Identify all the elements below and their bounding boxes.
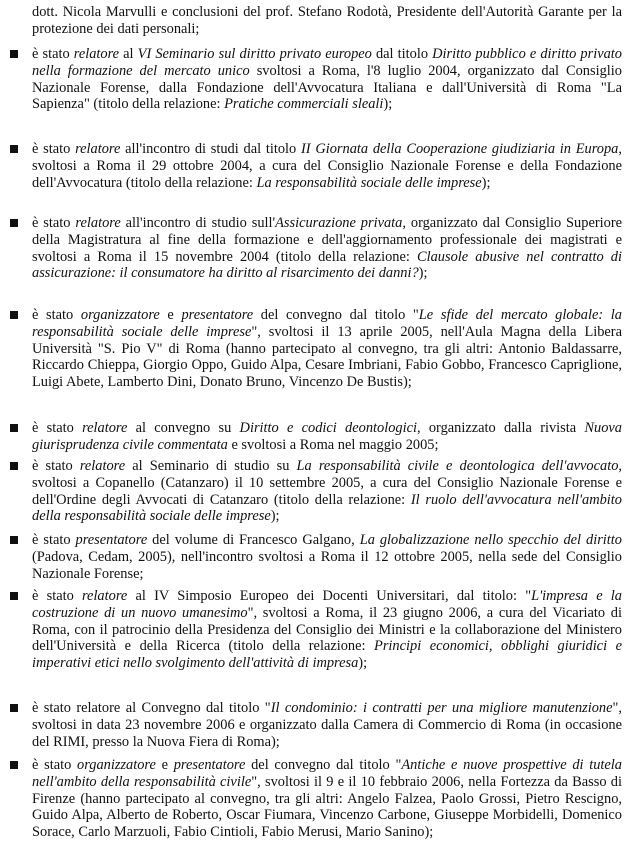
text-span: è stato relatore al Convegno dal titolo " bbox=[32, 700, 271, 716]
list-item-text bbox=[32, 458, 622, 524]
text-span: (Padova, Cedam, 2005), nell'incontro svoltosi a Roma il 12 ottobre 2005, nella sede del Consiglio Nazionale Forense; bbox=[32, 548, 622, 582]
bullet-icon bbox=[10, 704, 18, 712]
text-span: è stato bbox=[32, 458, 80, 474]
text-span: svoltosi a Roma, l'8 luglio 2004, organizzato dal Consiglio Nazionale Forense, dalla Fondazione dell'Avvocatura Italiana e dall'Università di Roma "La Sapienza" (titolo della relazione: bbox=[32, 62, 622, 113]
text-span: è stato bbox=[32, 588, 82, 604]
italic-text: Diritto e codici deontologici bbox=[239, 420, 417, 436]
italic-text: VI Seminario sul diritto privato europeo bbox=[137, 46, 372, 62]
bullet-icon bbox=[10, 462, 18, 470]
bullet-icon bbox=[10, 761, 18, 769]
list-item bbox=[32, 700, 622, 750]
italic-text: relatore bbox=[73, 46, 120, 62]
italic-text: La responsabilità civile e deontologica dell'avvocato bbox=[296, 458, 619, 474]
text-span: al Seminario di studio su bbox=[125, 458, 297, 474]
list-item-text bbox=[32, 307, 622, 390]
text-span: ", svoltosi il 13 aprile 2005, nell'Aula Magna della Libera Università "S. Pio V" di Roma (hanno partecipato al convegno, tra gli altri: Antonio Baldassarre, Riccardo Chieppa, Giorgio Oppo, Guido Alpa, Cesare Imbriani, Fabio Gobbo, Francesco Capriglione, Luigi Abete, Lamberto Dini, Donato Bruno, Vincenzo De Bustis); bbox=[32, 323, 622, 391]
italic-text: La globalizzazione nello specchio del diritto bbox=[359, 532, 623, 548]
list-item-text bbox=[32, 46, 622, 112]
text-span: al convegno su bbox=[127, 420, 240, 436]
list-item bbox=[32, 532, 622, 582]
text-span: ); bbox=[418, 265, 428, 282]
italic-text: relatore bbox=[82, 420, 128, 436]
bullet-icon bbox=[10, 424, 18, 432]
text-span: , svoltosi a Copanello (Catanzaro) il 10 settembre 2005, a cura del Consiglio Nazionale Forense e dell'Ordine degli Avvocati di Catanzaro (titolo della relazione: bbox=[32, 458, 622, 508]
italic-text: presentatore bbox=[75, 532, 148, 548]
text-span: è stato bbox=[32, 532, 76, 548]
list-item bbox=[32, 307, 622, 391]
list-item-text bbox=[32, 215, 622, 281]
bullet-icon bbox=[10, 592, 18, 600]
text-span: , organizzato dal Consiglio Superiore della Magistratura al fine della formazione e dell'aggiornamento professionale dei magistrati e svoltosi a Roma il 15 novembre 2004 (titolo della relazione: bbox=[32, 215, 623, 265]
italic-text: II Giornata della Cooperazione giudiziaria in Europa bbox=[300, 141, 619, 157]
text-span: è stato bbox=[32, 420, 83, 436]
text-span: ", svoltosi in data 23 novembre 2006 e organizzato dalla Camera di Commercio di Roma (in occasione del RIMI, presso la Nuova Fiera di Roma); bbox=[32, 700, 622, 750]
italic-text: L'impresa e la costruzione di un nuovo umanesimo bbox=[32, 588, 622, 621]
text-span: è stato bbox=[32, 141, 76, 157]
italic-text: Principi economici, obblighi giuridici e imperativi etici nello svolgimento dell'attività di impresa bbox=[32, 638, 622, 672]
text-span: ", svoltosi a Roma, il 23 giugno 2006, a cura del Vicariato di Roma, con il patrocinio della Presidenza del Consiglio dei Ministri e la collaborazione del Ministero dell'Università e della Ricerca (titolo della relazione: bbox=[32, 604, 622, 655]
bullet-icon bbox=[10, 50, 18, 58]
list-item-text bbox=[32, 532, 622, 582]
italic-text: relatore bbox=[75, 141, 121, 157]
italic-text: relatore bbox=[75, 215, 121, 231]
list-item bbox=[32, 215, 622, 282]
text-span: ); bbox=[358, 655, 368, 672]
text-span: ); bbox=[383, 96, 393, 113]
text-span: , organizzato dalla rivista bbox=[417, 420, 585, 436]
italic-text: Il ruolo dell'avvocatura nell'ambito della responsabilità sociale delle imprese bbox=[32, 491, 623, 525]
list-item bbox=[32, 458, 622, 525]
italic-text: Pratiche commerciali sleali bbox=[224, 96, 384, 113]
list-item-text bbox=[32, 757, 622, 840]
text-span: è stato bbox=[32, 215, 76, 231]
text-span: è stato bbox=[32, 46, 74, 62]
list-item-text bbox=[32, 420, 622, 453]
text-span: al bbox=[119, 46, 138, 62]
list-item-text bbox=[32, 141, 622, 191]
italic-text: organizzatore bbox=[80, 307, 160, 323]
italic-text: relatore bbox=[81, 588, 128, 604]
text-span: del volume di Francesco Galgano, bbox=[147, 532, 360, 548]
intro-paragraph: dott. Nicola Marvulli e conclusioni del prof. Stefano Rodotà, Presidente dell'Autorità Garante per la protezione dei dati personali; bbox=[32, 4, 622, 37]
text-span: è stato bbox=[32, 757, 77, 773]
bullet-icon bbox=[10, 145, 18, 153]
italic-text: Antiche e nuove prospettive di tutela nell'ambito della responsabilità civile bbox=[32, 757, 622, 790]
italic-text: Clausole abusive nel contratto di assicurazione: il consumatore ha diritto al risarcimento dei danni? bbox=[32, 248, 622, 282]
text-span: dal titolo bbox=[371, 46, 433, 62]
list-item-text bbox=[32, 700, 622, 750]
list-item-text bbox=[32, 588, 622, 671]
text-span: e bbox=[159, 307, 182, 323]
text-span: all'incontro di studio sull' bbox=[120, 215, 276, 231]
text-span: è stato bbox=[32, 307, 81, 323]
italic-text: relatore bbox=[79, 458, 126, 474]
text-span: e bbox=[155, 757, 174, 773]
italic-text: Assicurazione privata bbox=[275, 215, 403, 231]
italic-text: organizzatore bbox=[77, 757, 156, 773]
text-span: ); bbox=[481, 174, 491, 191]
italic-text: Le sfide del mercato globale: la responsabilità sociale delle imprese bbox=[32, 307, 622, 340]
italic-text: presentatore bbox=[181, 307, 254, 323]
text-span: ); bbox=[270, 508, 280, 525]
text-span: del convegno dal titolo " bbox=[253, 307, 419, 323]
italic-text: Nuova giurisprudenza civile commentata bbox=[32, 420, 622, 453]
text-span: del convegno dal titolo " bbox=[245, 757, 402, 773]
list-item bbox=[32, 757, 622, 841]
list-item bbox=[32, 588, 622, 672]
text-span: al IV Simposio Europeo dei Docenti Universitari, dal titolo: " bbox=[127, 588, 532, 604]
bullet-icon bbox=[10, 219, 18, 227]
list-item bbox=[32, 420, 622, 454]
italic-text: Diritto pubblico e diritto privato nella formazione del mercato unico bbox=[32, 46, 622, 79]
list-item bbox=[32, 46, 622, 113]
text-span: , svoltosi a Roma il 29 ottobre 2004, a cura del Consiglio Nazionale Forense e della Fondazione dell'Avvocatura (titolo della relazione: bbox=[32, 141, 622, 191]
italic-text: presentatore bbox=[173, 757, 246, 773]
list-item bbox=[32, 141, 622, 191]
text-span: ", svoltosi il 9 e il 10 febbraio 2006, nella Fortezza da Basso di Firenze (hanno partecipato al convegno, tra gli altri: Angelo Falzea, Paolo Grossi, Pietro Rescigno, Guido Alpa, Alberto de Roberto, Oscar Fiumara, Vincenzo Carbone, Giuseppe Morbidelli, Domenico Sorace, Carlo Marzuoli, Fabio Cintioli, Fabio Merusi, Mario Sanino); bbox=[32, 773, 622, 841]
italic-text: Il condominio: i contratti per una migliore manutenzione bbox=[270, 700, 613, 716]
text-span: all'incontro di studi dal titolo bbox=[120, 141, 301, 157]
text-span: e svoltosi a Roma nel maggio 2005; bbox=[227, 436, 439, 453]
bullet-icon bbox=[10, 536, 18, 544]
italic-text: La responsabilità sociale delle imprese bbox=[256, 174, 482, 191]
bullet-icon bbox=[10, 311, 18, 319]
